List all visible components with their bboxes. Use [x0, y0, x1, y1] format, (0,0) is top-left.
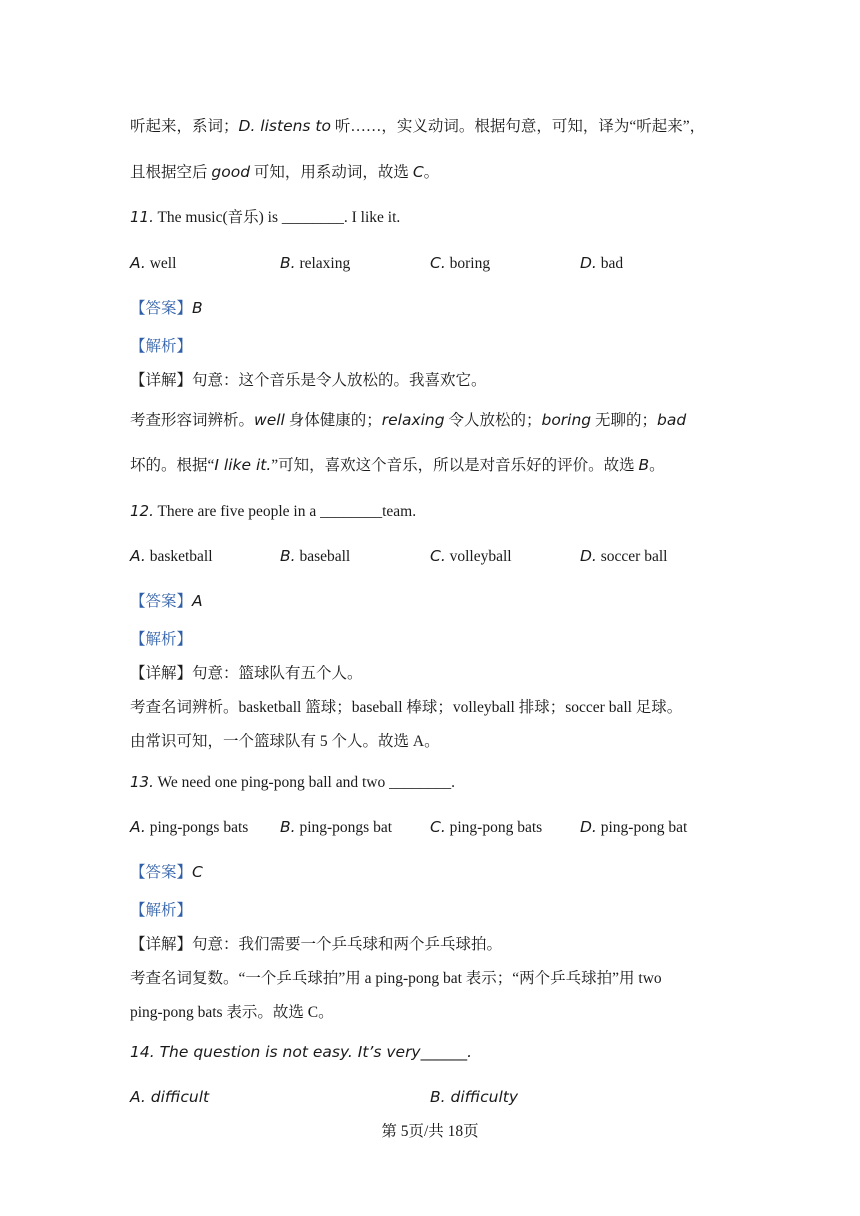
option-a: A. ping-pongs bats: [130, 818, 249, 836]
question-stem: 14. The question is not easy. It’s very______.: [130, 1043, 473, 1061]
answer-line: [130, 863, 203, 883]
analysis-label: 【解析】: [130, 338, 193, 355]
answer-label: 【答案】: [130, 864, 193, 881]
question-text: We need one ping-pong ball and two ________.: [153, 774, 455, 791]
text: 听起来，系词；: [130, 118, 239, 135]
question-text: The music(音乐) is ________. I like it.: [153, 209, 401, 226]
option-d: D. ping-pong bat: [580, 818, 688, 836]
detail-line: [130, 936, 502, 955]
answer-line: [130, 592, 203, 612]
detail-line: [130, 665, 363, 684]
explanation-line: 考查名词复数。“一个乒乓球拍”用 a ping-pong bat 表示；“两个乒乓球拍”用 two: [130, 970, 662, 987]
explanation-line: ping-pong bats 表示。故选 C。: [130, 1004, 334, 1021]
text: 听……，实义动词。根据句意，可知，译为“听起来”，: [331, 118, 706, 135]
detail-line: [130, 372, 487, 391]
answer-line: [130, 299, 203, 319]
option-b: B. difficulty: [430, 1088, 519, 1106]
option-a: A. difficult: [130, 1088, 210, 1106]
detail-text: 句意：篮球队有五个人。: [192, 665, 363, 682]
detail-label: 【详解】: [130, 372, 193, 389]
option-b: B. baseball: [280, 547, 351, 565]
detail-text: 句意：这个音乐是令人放松的。我喜欢它。: [192, 372, 487, 389]
question-number: 11.: [130, 208, 154, 226]
option-b: B. relaxing: [280, 254, 351, 272]
question-text: There are five people in a ________team.: [153, 503, 417, 520]
text: D. listens to: [238, 117, 331, 135]
analysis-label: 【解析】: [130, 631, 193, 648]
detail-label: 【详解】: [130, 665, 193, 682]
answer-label: 【答案】: [130, 593, 193, 610]
option-d: D. soccer ball: [580, 547, 668, 565]
explanation-line: 考查名词辨析。basketball 篮球；baseball 棒球；volleyball 排球；soccer ball 足球。: [130, 699, 683, 716]
explanation-line: 由常识可知，一个篮球队有 5 个人。故选 A。: [130, 733, 440, 750]
detail-label: 【详解】: [130, 936, 193, 953]
text: C: [412, 163, 424, 181]
text: good: [211, 163, 251, 181]
detail-text: 句意：我们需要一个乒乓球和两个乒乓球拍。: [192, 936, 503, 953]
option-a: A. basketball: [130, 547, 213, 565]
option-c: C. ping-pong bats: [430, 818, 543, 836]
question-number: 13.: [130, 773, 154, 791]
text: 可知，用系动词，故选: [250, 164, 413, 181]
option-c: C. boring: [430, 254, 491, 272]
explanation-line: 考查形容词辨析。well 身体健康的；relaxing 令人放松的；boring 无聊的；bad: [130, 411, 687, 429]
explanation-line: [130, 163, 439, 183]
question-number: 12.: [130, 502, 154, 520]
answer-label: 【答案】: [130, 300, 193, 317]
option-a: A. well: [130, 254, 177, 272]
text: 。: [423, 164, 440, 181]
answer-value: C: [192, 863, 203, 881]
option-d: D. bad: [580, 254, 624, 272]
explanation-line: 坏的。根据“I like it.”可知，喜欢这个音乐，所以是对音乐好的评价。故选 B。: [130, 456, 665, 474]
answer-value: A: [192, 592, 203, 610]
option-c: C. volleyball: [430, 547, 512, 565]
text: 且根据空后: [130, 164, 212, 181]
page-number: 第 5页/共 18页: [381, 1123, 479, 1140]
question-stem: [130, 773, 455, 793]
question-stem: [130, 502, 416, 522]
option-b: B. ping-pongs bat: [280, 818, 392, 836]
analysis-label: 【解析】: [130, 902, 193, 919]
explanation-line: [130, 117, 705, 137]
question-stem: [130, 208, 400, 228]
answer-value: B: [192, 299, 203, 317]
